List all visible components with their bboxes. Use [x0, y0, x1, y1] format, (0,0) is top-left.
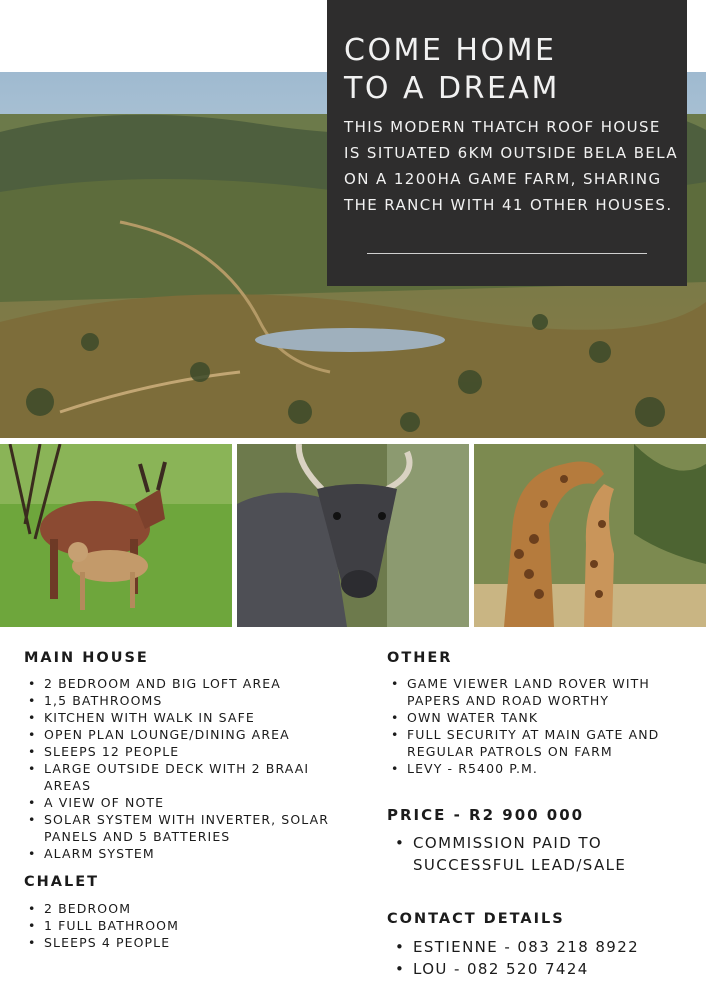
list-item: • OPEN PLAN LOUNGE/DINING AREA: [24, 726, 359, 743]
price-heading: PRICE - R2 900 000: [387, 806, 585, 824]
list-item: • LARGE OUTSIDE DECK WITH 2 BRAAI AREAS: [24, 760, 359, 794]
contact-lou[interactable]: • LOU - 082 520 7424: [387, 958, 687, 980]
divider: [367, 253, 647, 254]
list-item: • SLEEPS 4 PEOPLE: [24, 934, 344, 951]
list-item: • LEVY - R5400 P.M.: [387, 760, 687, 777]
list-item: • 2 BEDROOM: [24, 900, 344, 917]
main-house-heading: MAIN HOUSE: [24, 650, 149, 666]
other-heading: OTHER: [387, 650, 453, 666]
title-panel: [327, 0, 687, 286]
price-list: [387, 832, 677, 876]
list-item: • 2 BEDROOM AND BIG LOFT AREA: [24, 675, 359, 692]
hartebeest-photo: [0, 444, 232, 627]
chalet-heading: CHALET: [24, 874, 100, 890]
intro-text: THIS MODERN THATCH ROOF HOUSE IS SITUATED 6KM OUTSIDE BELA BELA ON A 1200HA GAME FARM, SHARING THE RANCH WITH 41 OTHER HOUSES.: [344, 118, 679, 214]
headline-line-1: COME HOME: [344, 33, 557, 68]
list-item: • GAME VIEWER LAND ROVER WITH PAPERS AND ROAD WORTHY: [387, 675, 687, 709]
list-item: • FULL SECURITY AT MAIN GATE AND REGULAR PATROLS ON FARM: [387, 726, 687, 760]
list-item: • ALARM SYSTEM: [24, 845, 359, 862]
chalet-list: [24, 900, 344, 951]
list-item: • COMMISSION PAID TO SUCCESSFUL LEAD/SALE: [387, 832, 677, 876]
list-item: • SOLAR SYSTEM WITH INVERTER, SOLAR PANELS AND 5 BATTERIES: [24, 811, 359, 845]
contact-estienne[interactable]: • ESTIENNE - 083 218 8922: [387, 936, 687, 958]
list-item: • OWN WATER TANK: [387, 709, 687, 726]
contact-heading: CONTACT DETAILS: [387, 911, 565, 927]
list-item: • 1,5 BATHROOMS: [24, 692, 359, 709]
list-item: • KITCHEN WITH WALK IN SAFE: [24, 709, 359, 726]
headline-line-2: TO A DREAM: [344, 71, 560, 106]
main-house-list: [24, 675, 359, 862]
wildebeest-photo: [237, 444, 469, 627]
list-item: • A VIEW OF NOTE: [24, 794, 359, 811]
headline: [344, 32, 560, 108]
other-list: [387, 675, 687, 777]
list-item: • 1 FULL BATHROOM: [24, 917, 344, 934]
list-item: • SLEEPS 12 PEOPLE: [24, 743, 359, 760]
giraffe-photo: [474, 444, 706, 627]
contact-list: [387, 936, 687, 980]
